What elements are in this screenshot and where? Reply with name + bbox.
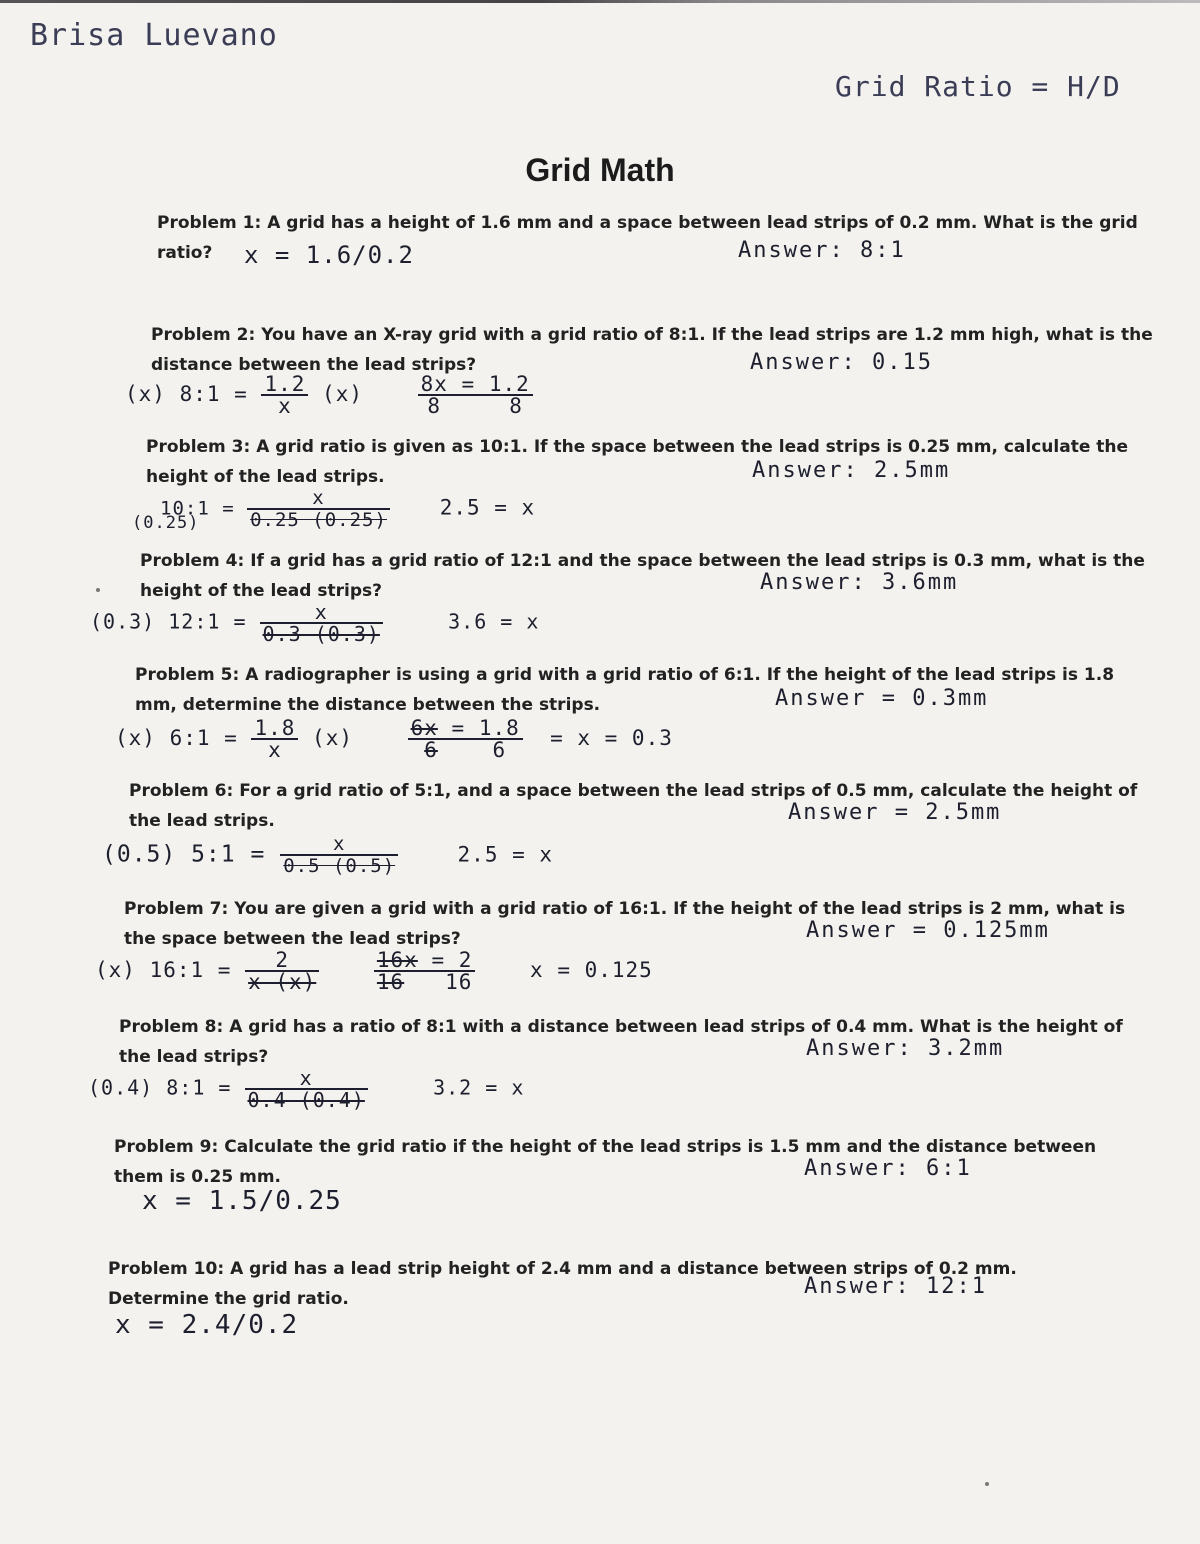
problem-4-text: Problem 4: If a grid has a grid ratio of 12:1 and the space between the lead strips is 0.3 mm, what is the height of the lead strips? (140, 551, 1145, 601)
problem-9-answer: Answer: 6:1 (804, 1156, 972, 1181)
problem-7-text: Problem 7: You are given a grid with a grid ratio of 16:1. If the height of the lead strips is 2 mm, what is the space between the lead strips? (124, 899, 1126, 949)
problem-9-text: Problem 9: Calculate the grid ratio if the height of the lead strips is 1.5 mm and the distance between them is 0.25 mm. (114, 1137, 1097, 1187)
problem-1-answer: Answer: 8:1 (738, 238, 906, 263)
problem-10-answer: Answer: 12:1 (804, 1274, 987, 1299)
problem-5-text: Problem 5: A radiographer is using a grid with a grid ratio of 6:1. If the height of the lead strips is 1.8 mm, determine the distance between the strips. (135, 665, 1115, 715)
problem-1-text: Problem 1: A grid has a height of 1.6 mm and a space between lead strips of 0.2 mm. What is the grid ratio? (157, 213, 1138, 263)
problem-6-answer: Answer = 2.5mm (788, 800, 1002, 825)
student-name: Brisa Luevano (30, 18, 278, 53)
problem-2-text: Problem 2: You have an X-ray grid with a grid ratio of 8:1. If the lead strips are 1.2 mm high, what is the distance between the lead strips? (151, 325, 1153, 375)
problem-1-work: x = 1.6/0.2 (244, 241, 414, 269)
page-title: Grid Math (525, 152, 675, 188)
problem-6-text: Problem 6: For a grid ratio of 5:1, and a space between the lead strips of 0.5 mm, calculate the height of the lead strips. (129, 781, 1138, 831)
problem-5-work: (x) 6:1 = $\frac{1.8}{x}$ (x) $\frac{6x = 1.8}{6 6}$ = x = 0.3 (115, 716, 673, 762)
problem-4-answer: Answer: 3.6mm (760, 570, 959, 595)
problem-10-text: Problem 10: A grid has a lead strip height of 2.4 mm and a distance between strips of 0.2 mm. Determine the grid ratio. (108, 1259, 1017, 1309)
problem-8-work: (0.4) 8:1 = $\frac{x}{0.4 (0.4)}$ 3.2 = x (88, 1066, 525, 1112)
problem-5-answer: Answer = 0.3mm (775, 686, 989, 711)
problem-3-multiplier: (0.25) (132, 513, 200, 533)
problem-3-work: 10:1 = $\frac{x}{0.25 (0.25)}$ 2.5 = x (160, 487, 536, 531)
problem-10-work: x = 2.4/0.2 (115, 1310, 299, 1340)
problem-8-answer: Answer: 3.2mm (806, 1036, 1005, 1061)
problem-6-work: (0.5) 5:1 = $\frac{x}{0.5 (0.5)}$ 2.5 = x (102, 833, 554, 877)
stray-mark (96, 588, 100, 592)
problem-2-work: (x) 8:1 = $\frac{1.2}{x}$ (x) $\frac{8x = 1.2}{8 8}$ (125, 374, 533, 416)
problem-4-work: (0.3) 12:1 = $\frac{x}{0.3 (0.3)}$ 3.6 = x (90, 600, 540, 646)
stray-mark (985, 1482, 989, 1486)
page-top-edge (0, 0, 1200, 3)
problem-7-work: (x) 16:1 = $\frac{2}{x (x)}$ $\frac{16x = 2}{16 16}$ x = 0.125 (95, 948, 653, 994)
problem-2-answer: Answer: 0.15 (750, 350, 933, 375)
problem-8-text: Problem 8: A grid has a ratio of 8:1 with a distance between lead strips of 0.4 mm. What is the height of the lead strips? (119, 1017, 1123, 1067)
grid-ratio-formula: Grid Ratio = H/D (835, 70, 1121, 103)
problem-7-answer: Answer = 0.125mm (806, 918, 1050, 943)
problem-9-work: x = 1.5/0.25 (142, 1186, 342, 1216)
problem-3-text: Problem 3: A grid ratio is given as 10:1. If the space between the lead strips is 0.25 mm, calculate the height of the lead strips. (146, 437, 1129, 487)
problem-3-answer: Answer: 2.5mm (752, 458, 951, 483)
